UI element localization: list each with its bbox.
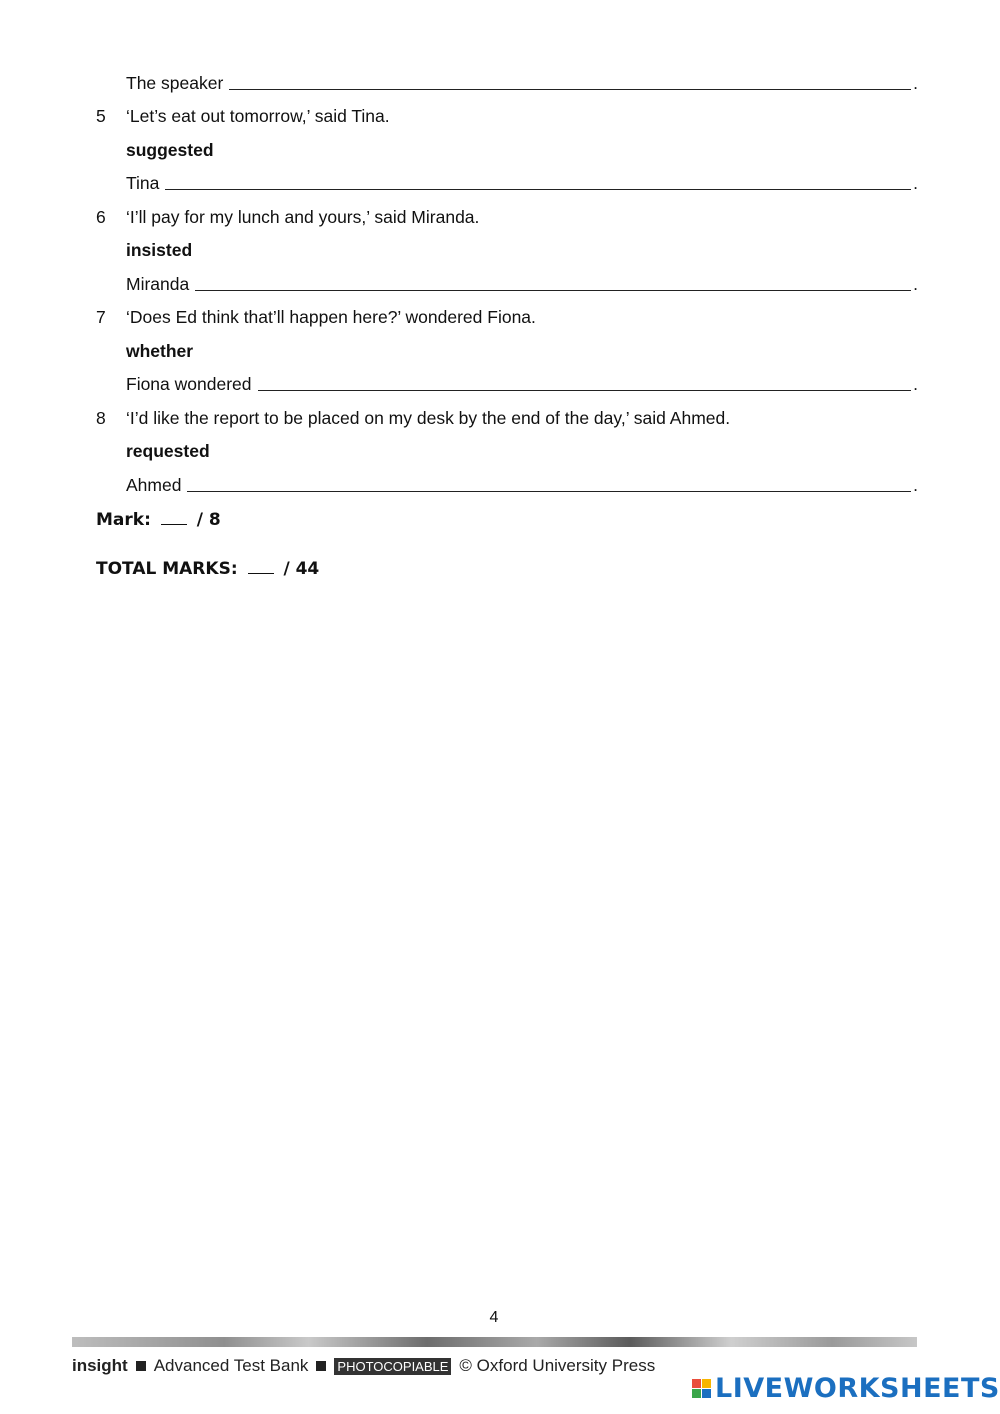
keyword: whether [126,341,194,361]
answer-line-7 [126,373,918,395]
question-8 [96,407,918,429]
total-label: TOTAL MARKS: [96,559,238,579]
question-prompt: ‘Let’s eat out tomorrow,’ said Tina. [126,106,390,126]
answer-prefix: The speaker [126,73,224,93]
mark-blank[interactable] [161,524,187,525]
answer-line-6 [126,273,918,295]
question-5 [96,105,918,127]
footer [72,1356,655,1376]
mark-total: / 8 [196,510,221,530]
square-icon [316,1361,326,1371]
answer-blank[interactable] [258,389,912,391]
answer-end: . [913,173,918,193]
answer-prefix: Fiona wondered [126,374,252,394]
total-of: / 44 [283,559,320,579]
photocopiable-badge: PHOTOCOPIABLE [334,1358,451,1375]
keyword-7 [126,340,918,362]
answer-prefix: Miranda [126,274,190,294]
page-number: 4 [489,1309,499,1326]
keyword: insisted [126,240,193,260]
answer-prefix: Tina [126,173,160,193]
answer-end: . [913,274,918,294]
footer-publisher: © Oxford University Press [459,1356,656,1375]
answer-blank[interactable] [195,289,911,291]
section-mark [96,510,221,530]
question-prompt: ‘Does Ed think that’ll happen here?’ wondered Fiona. [126,307,536,327]
question-number: 7 [96,307,106,327]
keyword: suggested [126,140,214,160]
answer-line-5 [126,172,918,194]
total-blank[interactable] [248,573,274,574]
question-prompt: ‘I’d like the report to be placed on my desk by the end of the day,’ said Ahmed. [126,408,731,428]
question-7 [96,306,918,328]
keyword-5 [126,139,918,161]
answer-end: . [913,374,918,394]
keyword-6 [126,239,918,261]
footer-series: Advanced Test Bank [153,1356,309,1375]
answer-end: . [913,73,918,93]
footer-band [72,1337,917,1347]
question-number: 6 [96,207,106,227]
question-6 [96,206,918,228]
mark-label: Mark: [96,510,151,530]
answer-end: . [913,475,918,495]
keyword: requested [126,441,210,461]
question-number: 5 [96,106,106,126]
square-icon [136,1361,146,1371]
question-prompt: ‘I’ll pay for my lunch and yours,’ said Miranda. [126,207,480,227]
logo-square [702,1389,711,1398]
keyword-8 [126,440,918,462]
answer-line-prev [126,72,918,94]
answer-blank[interactable] [165,188,911,190]
question-number: 8 [96,408,106,428]
footer-brand: insight [72,1356,128,1375]
answer-line-8 [126,474,918,496]
answer-blank[interactable] [187,490,911,492]
logo-square [692,1379,701,1388]
answer-blank[interactable] [229,88,911,90]
total-marks [96,559,319,579]
logo-square [692,1389,701,1398]
logo-square [702,1379,711,1388]
liveworksheets-logo-icon [692,1379,711,1398]
liveworksheets-watermark [692,1373,1000,1404]
answer-prefix: Ahmed [126,475,182,495]
liveworksheets-wordmark: LIVEWORKSHEETS [715,1373,1000,1404]
